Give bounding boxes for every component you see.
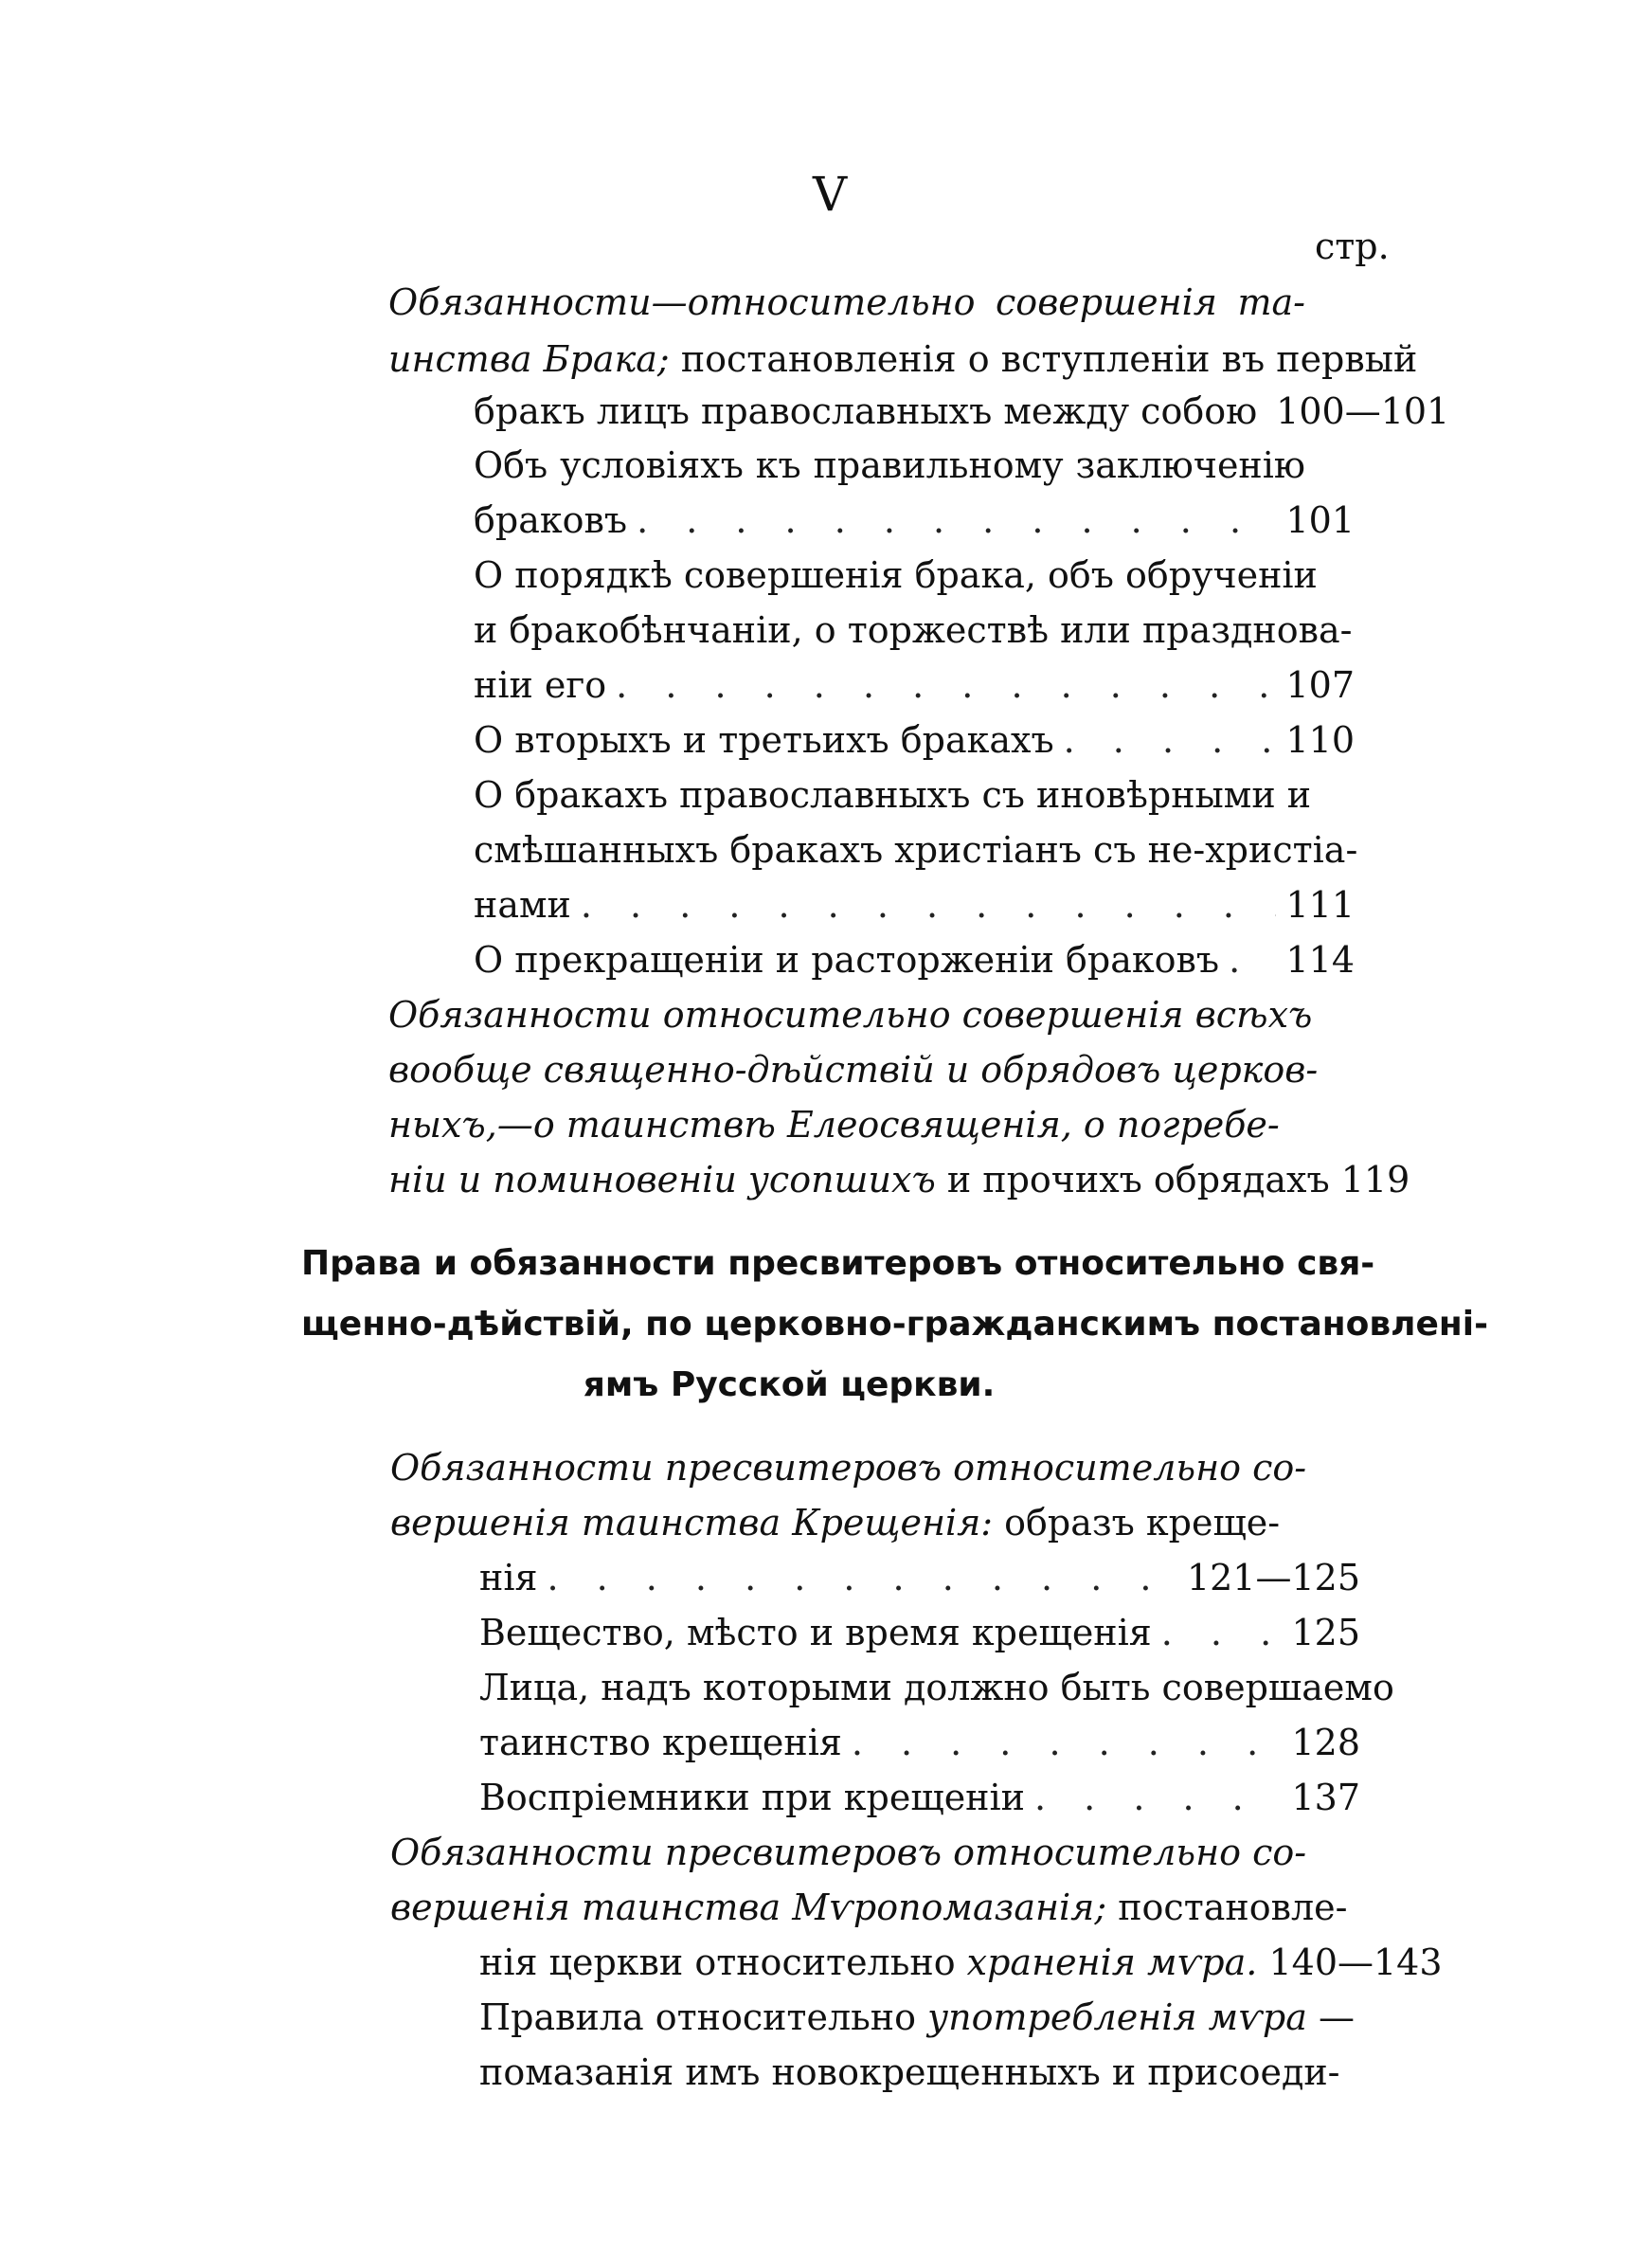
toc-sub-mixed-line2: смѣшанныхъ бракахъ христіанъ съ не-христіа- [474,829,1358,871]
page-ref: 110 [1285,719,1355,761]
toc-entry-chrism-pre: нія церкви относительно [479,1941,967,1983]
page-ref: 128 [1291,1722,1360,1763]
toc-sub-termination [474,932,1355,987]
toc-entry-chrism-line3 [479,1935,1443,1990]
toc-entry-chrism-italic: вершенія таинства Мѵропомазанія; [390,1887,1107,1928]
page-ref: 114 [1285,939,1355,981]
toc-entry-baptism-line2 [390,1495,1279,1550]
toc-sub-second-marriages [474,713,1355,767]
dot-leader [1229,932,1276,987]
toc-entry-other-italic: ніи и поминовеніи усопшихъ [388,1159,936,1201]
dot-leader [547,1550,1176,1605]
page-ref: 111 [1285,884,1355,926]
toc-sub-conditions-line2 [474,493,1355,548]
toc-entry-chrism-line1: Обязанности пресвитеровъ относительно со- [390,1832,1307,1873]
toc-entry-marriage-line2 [388,332,1418,387]
page-ref: 101 [1285,499,1355,541]
dot-leader [581,877,1277,932]
dot-leader [1161,1605,1283,1660]
dot-leader [637,493,1276,548]
page-ref: 137 [1291,1777,1360,1818]
toc-sub-persons-line2 [479,1715,1360,1770]
toc-entry-baptism-rest: образъ креще- [993,1502,1281,1544]
page-ref: 125 [1291,1612,1360,1653]
toc-entry-other-line2: вообще священно-дѣйствій и обрядовъ церков- [388,1049,1319,1091]
page-ref: 121—125 [1186,1557,1360,1598]
dot-leader [852,1715,1283,1770]
page-ref: 107 [1285,664,1355,706]
toc-sub-godparents [479,1770,1360,1825]
toc-entry-marriage-line1: Обязанности—относительно совершенія та- [388,281,1305,323]
toc-sub-rules-line2: помазанія имъ новокрещенныхъ и присоеди- [479,2051,1340,2093]
toc-entry-baptism-line3 [479,1550,1360,1605]
toc-entry-baptism-line1: Обязанности пресвитеровъ относительно со- [390,1447,1307,1489]
toc-sub-persons-line1: Лица, надъ которыми должно быть совершаемо [479,1667,1394,1708]
toc-entry-baptism-italic: вершенія таинства Крещенія: [390,1502,994,1544]
toc-sub-rules-line1 [479,1990,1355,2045]
toc-entry-other-line4 [388,1152,1410,1207]
toc-entry-other-line3: ныхъ,—о таинствѣ Елеосвященія, о погребе- [388,1104,1280,1146]
page-ref: 140—143 [1268,1941,1443,1983]
toc-entry-other-line1: Обязанности относительно совершенія всѣхъ [388,994,1313,1036]
toc-sub-rules-pre: Правила относительно [479,1996,928,2038]
toc-entry-text: бракъ лицъ православныхъ между собою [474,390,1258,432]
toc-entry-marriage-rest: постановленія о вступленіи въ первый [669,338,1418,380]
toc-entry-text: браковъ [474,499,628,541]
toc-entry-text: Воспріемники при крещеніи [479,1777,1025,1818]
page-number-roman: V [813,167,848,222]
toc-entry-text: таинство крещенія [479,1722,842,1763]
toc-entry-marriage-italic: инства Брака; [388,338,670,380]
section-heading-line2: щенно-дѣйствій, по церковно-гражданскимъ постановлені- [301,1305,1489,1344]
page-column-header: стр. [1315,226,1390,267]
toc-entry-chrism-italic2: храненія мѵра. [966,1941,1258,1983]
toc-sub-rules-italic: употребленія мѵра [927,1996,1307,2038]
toc-sub-order-line3 [474,658,1355,713]
toc-entry-text: нія [479,1557,538,1598]
dot-leader [1034,1770,1282,1825]
dot-leader [1064,713,1277,767]
page-ref: 100—101 [1276,390,1450,432]
toc-sub-substance [479,1605,1360,1660]
toc-sub-rules-post: — [1306,1996,1355,2038]
toc-entry-other-rest: и прочихъ обрядахъ [935,1159,1330,1201]
toc-sub-order-line2: и бракобѣнчаніи, о торжествѣ или празднова- [474,609,1353,651]
section-heading-line3: ямъ Русской церкви. [583,1365,996,1404]
toc-sub-mixed-line1: О бракахъ православныхъ съ иновѣрными и [474,774,1312,816]
toc-entry-text: Вещество, мѣсто и время крещенія [479,1612,1152,1653]
toc-sub-mixed-line3 [474,877,1355,932]
toc-sub-conditions-line1: Объ условіяхъ къ правильному заключенію [474,444,1305,486]
toc-entry-text: О вторыхъ и третьихъ бракахъ [474,719,1054,761]
page-ref: 119 [1340,1159,1410,1201]
section-heading-line1: Права и обязанности пресвитеровъ относительно свя- [301,1244,1375,1283]
dot-leader [616,658,1276,713]
toc-sub-order-line1: О порядкѣ совершенія брака, объ обрученіи [474,554,1318,596]
toc-entry-text: нами [474,884,571,926]
toc-entry-marriage-line3 [474,384,1450,439]
toc-entry-chrism-rest: постановле- [1106,1887,1348,1928]
toc-entry-text: О прекращеніи и расторженіи браковъ [474,939,1220,981]
toc-entry-chrism-line2 [390,1880,1348,1935]
toc-entry-text: ніи его [474,664,607,706]
